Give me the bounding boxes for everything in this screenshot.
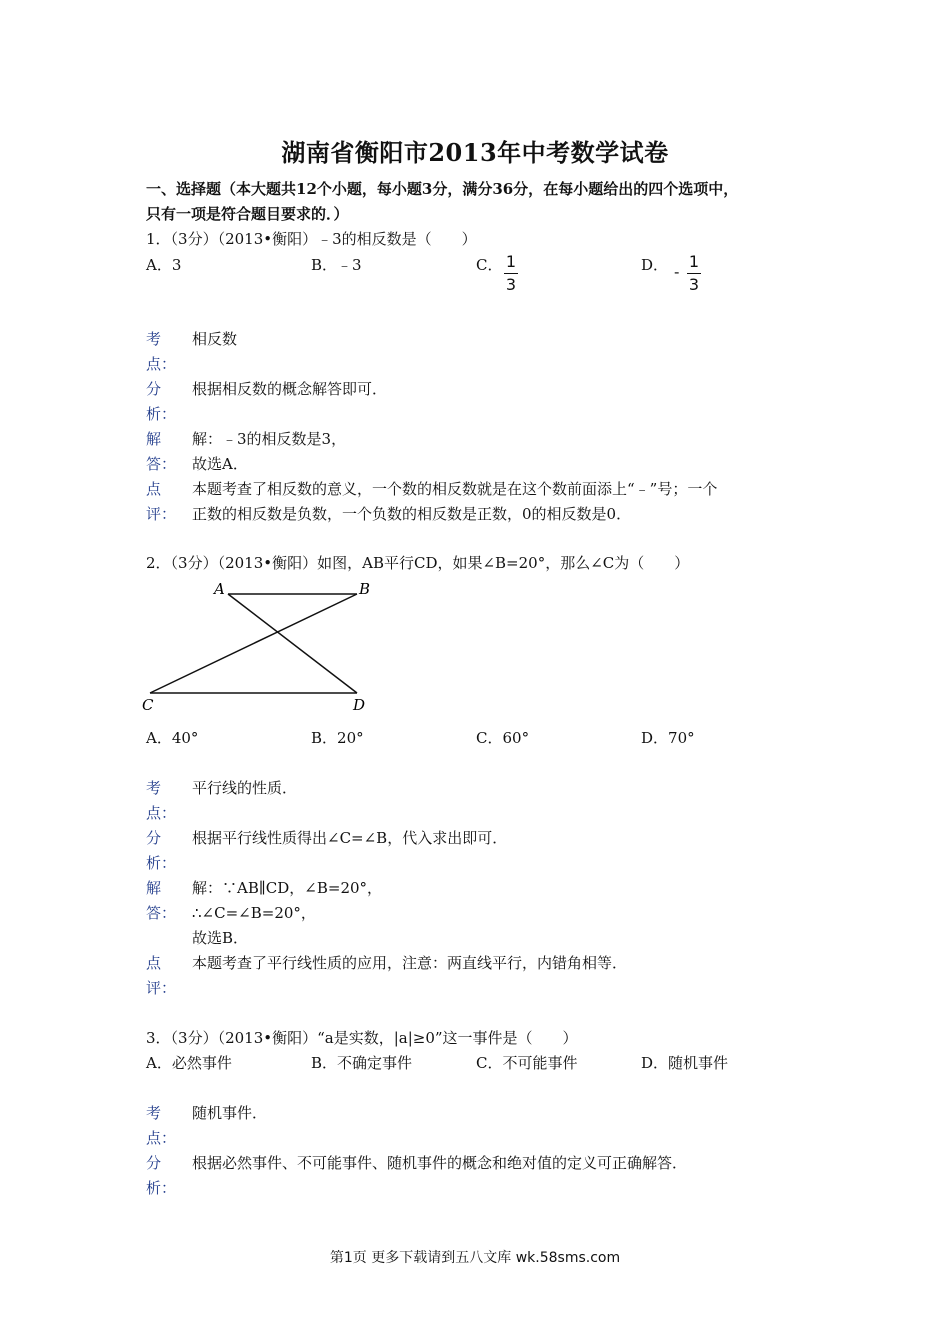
q2-label-dian2: 点	[146, 954, 162, 972]
q3-label-xi: 析：	[146, 1179, 177, 1197]
q2-label-jie: 解	[146, 879, 162, 897]
q1-label-dian: 点：	[146, 355, 177, 373]
point-a-label: A	[214, 580, 225, 598]
q1-option-a: A．3	[146, 256, 182, 274]
q1-label-da: 答：	[146, 455, 177, 473]
q3-kaodian: 随机事件．	[192, 1104, 268, 1122]
q1-stem: 1．（3分）（2013•衡阳）﹣3的相反数是（ ）	[146, 230, 477, 248]
q1-label-ping: 评：	[146, 505, 177, 523]
q3-option-d: D．随机事件	[641, 1054, 729, 1072]
q2-label-ping: 评：	[146, 979, 177, 997]
q2-jieda-line1: 解：∵AB∥CD，∠B=20°，	[192, 879, 383, 897]
q1-jieda-line1: 解：﹣3的相反数是3，	[192, 430, 347, 448]
q2-label-kao: 考	[146, 779, 162, 797]
q1-fenxi: 根据相反数的概念解答即可．	[192, 380, 388, 398]
q2-parallel-lines-figure	[140, 578, 380, 718]
q1-kaodian: 相反数	[192, 330, 238, 348]
q2-label-dian: 点：	[146, 804, 177, 822]
segment-ad	[228, 594, 357, 693]
section-heading-line1: 一、选择题（本大题共12个小题，每小题3分，满分36分，在每小题给出的四个选项中，	[146, 180, 739, 198]
q1-c-numerator: 1	[505, 252, 517, 271]
page-footer: 第1页 更多下载请到五八文库 wk.58sms.com	[329, 1250, 621, 1266]
q1-option-d-label: D．	[641, 256, 669, 274]
q2-option-c: C．60°	[476, 729, 530, 747]
q1-label-jie: 解	[146, 430, 162, 448]
q2-label-xi: 析：	[146, 854, 177, 872]
q1-d-denominator: 3	[688, 275, 700, 294]
q2-option-b: B．20°	[311, 729, 364, 747]
q1-label-dian2: 点	[146, 480, 162, 498]
page-title: 湖南省衡阳市2013年中考数学试卷	[281, 138, 669, 167]
q1-c-denominator: 3	[505, 275, 517, 294]
q1-label-xi: 析：	[146, 405, 177, 423]
q3-label-kao: 考	[146, 1104, 162, 1122]
q2-label-fen: 分	[146, 829, 162, 847]
q1-option-c-fraction	[504, 253, 518, 294]
q1-dianping-line2: 正数的相反数是负数，一个负数的相反数是正数，0的相反数是0．	[192, 505, 632, 523]
point-b-label: B	[359, 580, 371, 598]
point-c-label: C	[142, 696, 154, 714]
q1-d-minus: -	[674, 263, 680, 281]
section-heading-line2: 只有一项是符合题目要求的．）	[146, 205, 349, 223]
segment-bc	[150, 594, 357, 693]
q2-label-da: 答：	[146, 904, 177, 922]
q2-option-d: D．70°	[641, 729, 695, 747]
q1-dianping-line1: 本题考查了相反数的意义，一个数的相反数就是在这个数前面添上“﹣”号；一个	[192, 480, 718, 498]
q1-d-numerator: 1	[688, 252, 700, 271]
q2-jieda-line2: ∴∠C=∠B=20°，	[192, 904, 316, 922]
q2-option-a: A．40°	[146, 729, 199, 747]
q3-stem: 3．（3分）（2013•衡阳）“a是实数，|a|≥0”这一事件是（ ）	[146, 1029, 578, 1047]
q2-jieda-line3: 故选B．	[192, 929, 249, 947]
q3-label-fen: 分	[146, 1154, 162, 1172]
q1-label-fen: 分	[146, 380, 162, 398]
q3-option-b: B．不确定事件	[311, 1054, 413, 1072]
q1-option-b: B．﹣3	[311, 256, 362, 274]
q3-option-a: A．必然事件	[146, 1054, 232, 1072]
point-d-label: D	[353, 696, 366, 714]
q3-option-c: C．不可能事件	[476, 1054, 578, 1072]
q2-dianping: 本题考查了平行线性质的应用，注意：两直线平行，内错角相等．	[192, 954, 628, 972]
q3-fenxi: 根据必然事件、不可能事件、随机事件的概念和绝对值的定义可正确解答．	[192, 1154, 688, 1172]
q2-fenxi: 根据平行线性质得出∠C=∠B，代入求出即可．	[192, 829, 508, 847]
q2-stem: 2．（3分）（2013•衡阳）如图，AB平行CD，如果∠B=20°，那么∠C为（ ）	[146, 554, 690, 572]
q1-option-d-fraction	[687, 253, 701, 294]
q1-label-kao: 考	[146, 330, 162, 348]
q1-jieda-line2: 故选A．	[192, 455, 248, 473]
q2-kaodian: 平行线的性质．	[192, 779, 298, 797]
q1-option-c-label: C．	[476, 256, 503, 274]
q3-label-dian: 点：	[146, 1129, 177, 1147]
